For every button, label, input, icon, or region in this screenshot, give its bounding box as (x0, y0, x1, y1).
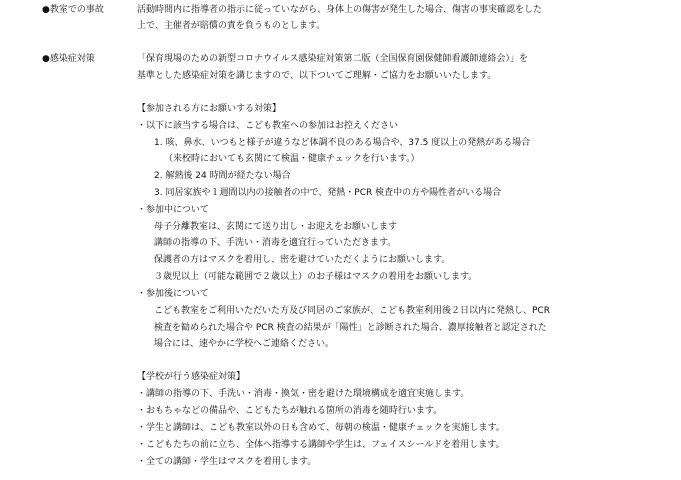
section-label-infection: ●感染症対策 (42, 54, 95, 64)
school-item-1: ・講師の指導の下、手洗い・消毒・換気・密を避けた環境構成を適宜実施します。 (137, 389, 470, 399)
during-item-1: 母子分離教室は、玄関にて送り出し・お迎えをお願いします (154, 222, 398, 232)
accident-line-1: 活動時間内に指導者の指示に従っていながら、身体上の傷害が発生した場合、傷害の事実確認をした (137, 5, 543, 15)
infection-line-2: 基準とした感染症対策を講じますので、以下ついてご理解・ご協力をお願いいたします。 (137, 71, 497, 81)
school-item-2: ・おもちゃなどの備品や、こどもたちが触れる箇所の消毒を随時行います。 (137, 406, 443, 416)
school-item-4: ・こどもたちの前に立ち、全体へ指導する講師や学生は、フェイスシールドを着用します。 (137, 440, 505, 450)
school-heading: 【学校が行う感染症対策】 (137, 372, 246, 382)
during-title: ・参加中について (137, 205, 209, 215)
before-item-1: 1. 咳、鼻水、いつもと様子が違うなど体調不良のある場合や、37.5 度以上の発熱がある場合 (154, 138, 531, 148)
before-item-1-note: （来校時においても玄関にて検温・健康チェックを行います。） (164, 154, 420, 164)
school-item-5: ・全ての講師・学生はマスクを着用します。 (137, 457, 317, 467)
during-item-4: ３歳児以上（可能な範囲で２歳以上）のお子様はマスクの着用をお願いします。 (154, 272, 478, 282)
school-item-3: ・学生と講師は、こども教室以外の日も含めて、毎朝の検温・健康チェックを実施します。 (137, 423, 505, 433)
after-item-2: 検査を勧められた場合や PCR 検査の結果が「陽性」と診断された場合、濃厚接触者と認定された (154, 323, 547, 333)
before-title: ・以下に該当する場合は、こども教室への参加はお控えください (137, 121, 399, 131)
after-item-1: こども教室をご利用いただいた方及び同居のご家族が、こども教室利用後２日以内に発熱し、PCR (154, 306, 550, 316)
after-item-3: 場合には、速やかに学校へご連絡ください。 (154, 339, 335, 349)
infection-line-1: 「保育現場のための新型コロナウイルス感染症対策第二版（全国保育園保健師看護師連絡会）」を (137, 54, 528, 64)
participants-heading: 【参加される方にお願いする対策】 (137, 104, 282, 114)
after-title: ・参加後について (137, 289, 209, 299)
accident-line-2: 上で、主催者が賠償の責を負うものとします。 (137, 21, 326, 31)
during-item-3: 保護者の方はマスクを着用し、密を避けていただくようにお願いします。 (154, 255, 451, 265)
before-item-2: 2. 解熱後 24 時間が経たない場合 (154, 171, 291, 181)
section-label-accident: ●教室での事故 (42, 5, 104, 15)
before-item-3: 3. 同居家族や１週間以内の接触者の中で、発熱・PCR 検査中の方や陽性者がいる場合 (154, 188, 502, 198)
during-item-2: 講師の指導の下、手洗い・消毒を適宜行っていただきます。 (154, 238, 397, 248)
